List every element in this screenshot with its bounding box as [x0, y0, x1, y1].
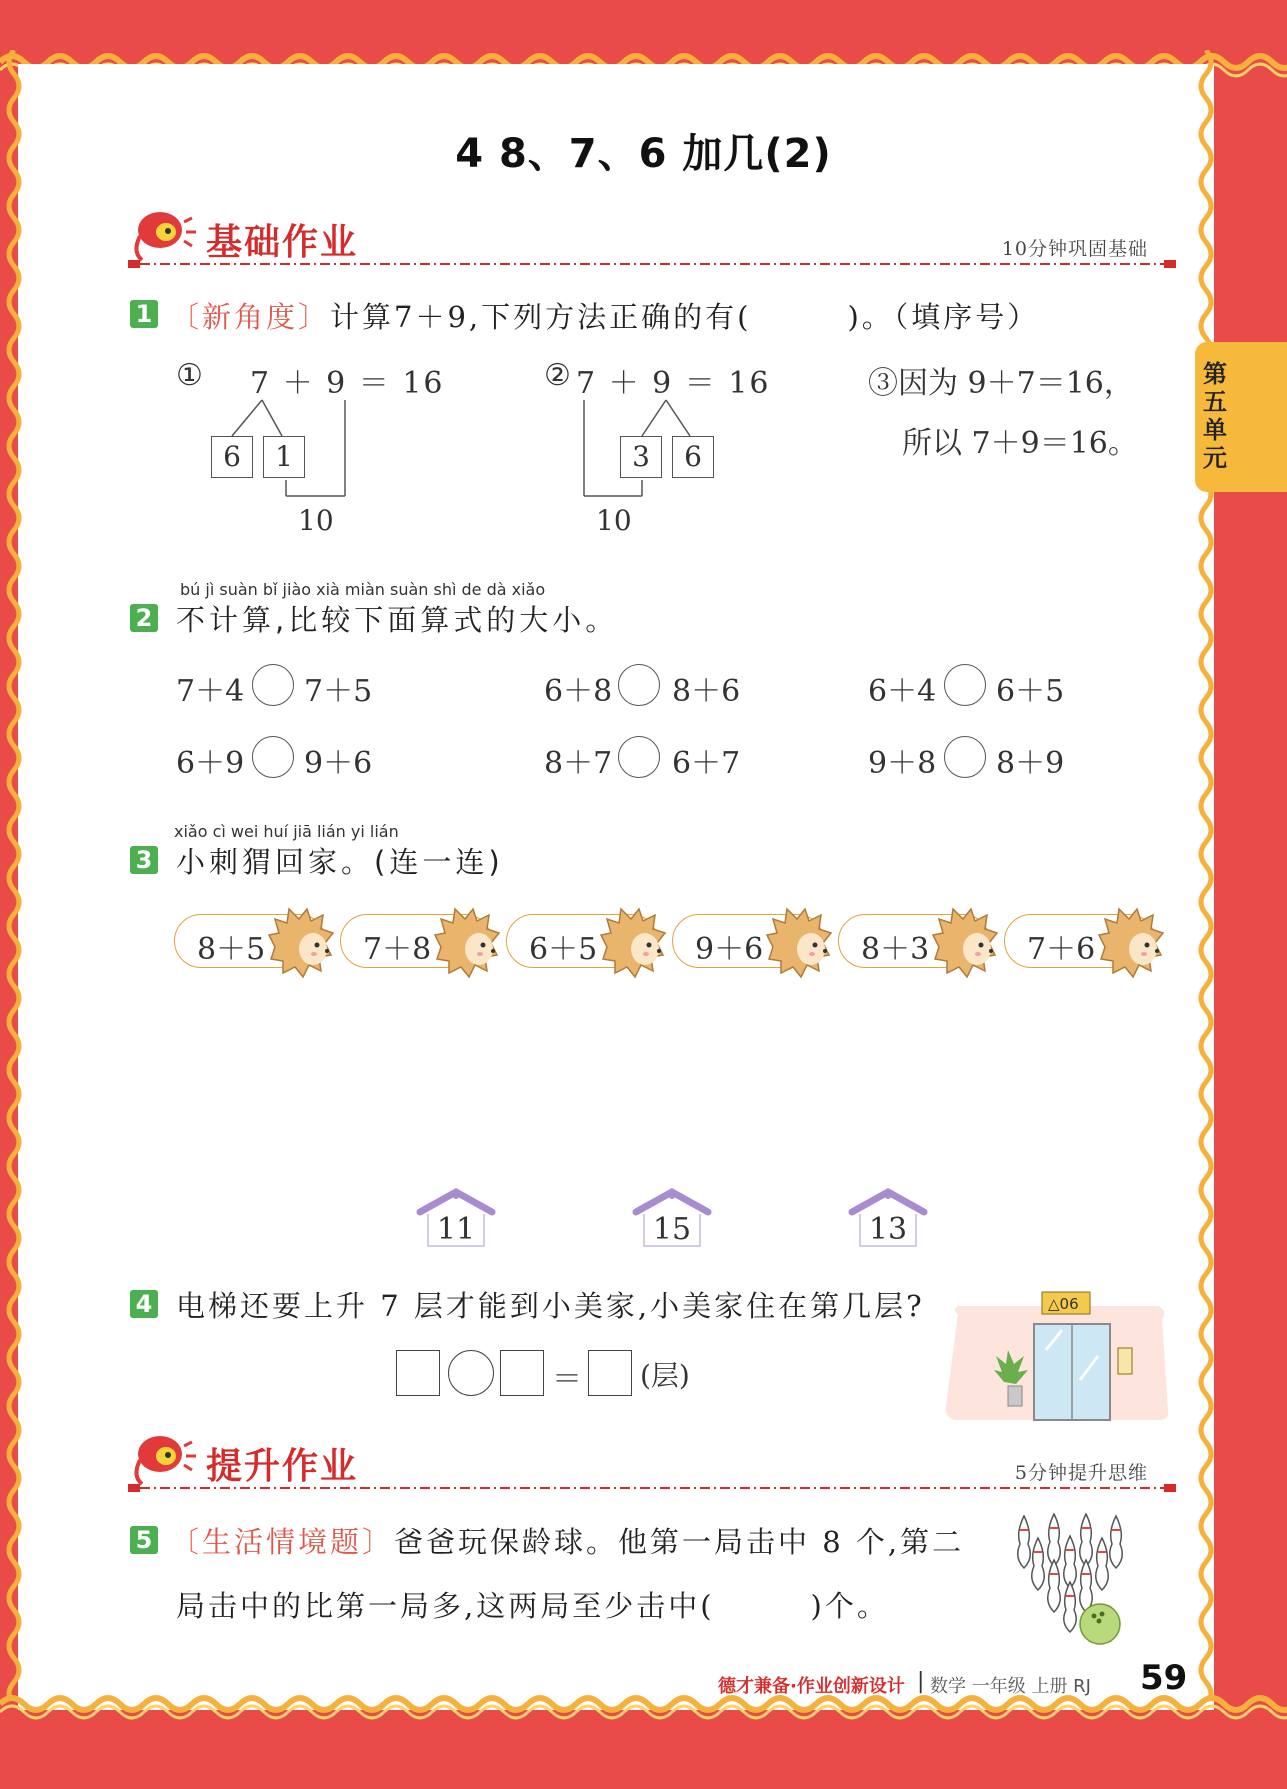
method-3-line-2: 所以 7＋9＝16。: [902, 426, 1138, 461]
unit-side-tab-label: 第五单元: [1203, 360, 1227, 472]
section-advanced-title: 提升作业: [206, 1446, 359, 1487]
hedgehog-card[interactable]: [1004, 914, 1156, 968]
house-target[interactable]: [848, 1188, 928, 1248]
compare-right-expression: 8＋6: [672, 674, 741, 709]
question-4-badge: 4: [130, 1290, 158, 1318]
paint-brush-icon: [128, 1432, 198, 1488]
question-5-badge: 5: [130, 1526, 158, 1554]
question-2-pinyin: bú jì suàn bǐ jiào xià miàn suàn shì de dà xiǎo: [180, 580, 546, 599]
method-1-label: ①: [176, 358, 203, 393]
section-basic-header: [128, 208, 1176, 268]
question-5-line-1: [170, 1520, 964, 1561]
answer-box[interactable]: [500, 1350, 544, 1396]
bowling-pins-illustration: [1004, 1508, 1144, 1648]
footer-brand: 德才兼备·作业创新设计: [718, 1676, 905, 1697]
compare-answer-circle[interactable]: [252, 664, 294, 706]
hedgehog-expression: 9＋6: [695, 932, 764, 967]
compare-left-expression: 8＋7: [544, 746, 613, 781]
question-4-text: 电梯还要上升 7 层才能到小美家,小美家住在第几层?: [176, 1289, 925, 1323]
question-2-text: 不计算,比较下面算式的大小。: [176, 603, 619, 637]
footer-subject: 数学 一年级 上册 RJ: [930, 1676, 1091, 1697]
compare-answer-circle[interactable]: [618, 664, 660, 706]
compare-answer-circle[interactable]: [944, 736, 986, 778]
bottom-wave-border: [0, 1690, 1287, 1730]
compare-left-expression: 6＋4: [868, 674, 937, 709]
question-1-text: 计算7＋9,下列方法正确的有( )。（填序号）: [330, 300, 1040, 334]
question-5-line-2: 局击中的比第一局多,这两局至少击中( )个。: [176, 1589, 889, 1623]
answer-operator-circle[interactable]: [448, 1350, 494, 1396]
compare-right-expression: 9＋6: [304, 746, 373, 781]
compare-left-expression: 6＋8: [544, 674, 613, 709]
hedgehog-card[interactable]: [672, 914, 824, 968]
question-5-text: 爸爸玩保龄球。他第一局击中 8 个,第二: [394, 1525, 965, 1559]
section-advanced-note: 5分钟提升思维: [1014, 1462, 1148, 1484]
section-advanced-divider: [128, 1482, 1176, 1494]
compare-answer-circle[interactable]: [618, 736, 660, 778]
question-1-tag: 〔新角度〕: [170, 300, 331, 334]
compare-right-expression: 6＋5: [996, 674, 1065, 709]
question-2-badge: 2: [130, 604, 158, 632]
hedgehog-icon: [267, 907, 337, 979]
page-number: 59: [1140, 1658, 1188, 1698]
answer-box[interactable]: [588, 1350, 632, 1396]
section-advanced-header: [128, 1432, 1176, 1492]
hedgehog-card[interactable]: [174, 914, 326, 968]
house-target[interactable]: [416, 1188, 496, 1248]
hedgehog-card[interactable]: [506, 914, 658, 968]
question-1-prompt: [170, 295, 1039, 336]
footer-separator: |: [917, 1669, 925, 1694]
hedgehog-expression: 8＋3: [861, 932, 930, 967]
method-1-equation: 7 ＋ 9 ＝ 16: [250, 366, 445, 401]
compare-right-expression: 8＋9: [996, 746, 1065, 781]
hedgehog-expression: 8＋5: [197, 932, 266, 967]
method-2-split-box: 6: [672, 436, 714, 478]
compare-left-expression: 7＋4: [176, 674, 245, 709]
paint-brush-icon: [128, 208, 198, 264]
elevator-floor-number: 06: [1059, 1295, 1079, 1313]
house-number: 11: [436, 1212, 476, 1247]
floor-unit: (层): [640, 1359, 690, 1392]
house-number: 15: [652, 1212, 692, 1247]
hedgehog-expression: 7＋8: [363, 932, 432, 967]
method-2-sum: 10: [596, 504, 632, 537]
method-1-split-box: 1: [263, 436, 305, 478]
question-1-badge: 1: [130, 300, 158, 328]
compare-answer-circle[interactable]: [944, 664, 986, 706]
compare-left-expression: 9＋8: [868, 746, 937, 781]
method-3-line-1: ③因为 9＋7＝16，: [868, 366, 1134, 401]
compare-right-expression: 7＋5: [304, 674, 373, 709]
hedgehog-card[interactable]: [838, 914, 990, 968]
section-basic-note: 10分钟巩固基础: [1001, 238, 1148, 260]
method-1-sum: 10: [298, 504, 334, 537]
hedgehog-expression: 6＋5: [529, 932, 598, 967]
question-3-pinyin: xiǎo cì wei huí jiā lián yi lián: [174, 822, 399, 841]
equals-sign: ＝: [552, 1362, 582, 1397]
compare-answer-circle[interactable]: [252, 736, 294, 778]
method-1-split-box: 6: [211, 436, 253, 478]
section-basic-divider: [128, 258, 1176, 270]
elevator-floor-display: △06: [1048, 1295, 1079, 1313]
right-wave-border: [1198, 50, 1220, 1700]
hedgehog-icon: [765, 907, 835, 979]
hedgehog-icon: [1097, 907, 1167, 979]
hedgehog-icon: [433, 907, 503, 979]
left-wave-border: [0, 50, 22, 1700]
house-target[interactable]: [632, 1188, 712, 1248]
compare-left-expression: 6＋9: [176, 746, 245, 781]
compare-right-expression: 6＋7: [672, 746, 741, 781]
question-3-text: 小刺猬回家。(连一连): [176, 845, 504, 879]
hedgehog-expression: 7＋6: [1027, 932, 1096, 967]
question-5-tag: 〔生活情境题〕: [170, 1525, 395, 1559]
question-3-badge: 3: [130, 846, 158, 874]
answer-box[interactable]: [396, 1350, 440, 1396]
hedgehog-icon: [931, 907, 1001, 979]
method-2-label: ②: [544, 358, 571, 393]
method-2-split-box: 3: [620, 436, 662, 478]
section-basic-title: 基础作业: [206, 222, 359, 263]
hedgehog-icon: [599, 907, 669, 979]
hedgehog-card[interactable]: [340, 914, 492, 968]
house-number: 13: [868, 1212, 908, 1247]
unit-side-tab: [1195, 342, 1287, 492]
method-2-equation: 7 ＋ 9 ＝ 16: [576, 366, 771, 401]
page-title: 4 8、7、6 加几(2): [455, 131, 832, 177]
